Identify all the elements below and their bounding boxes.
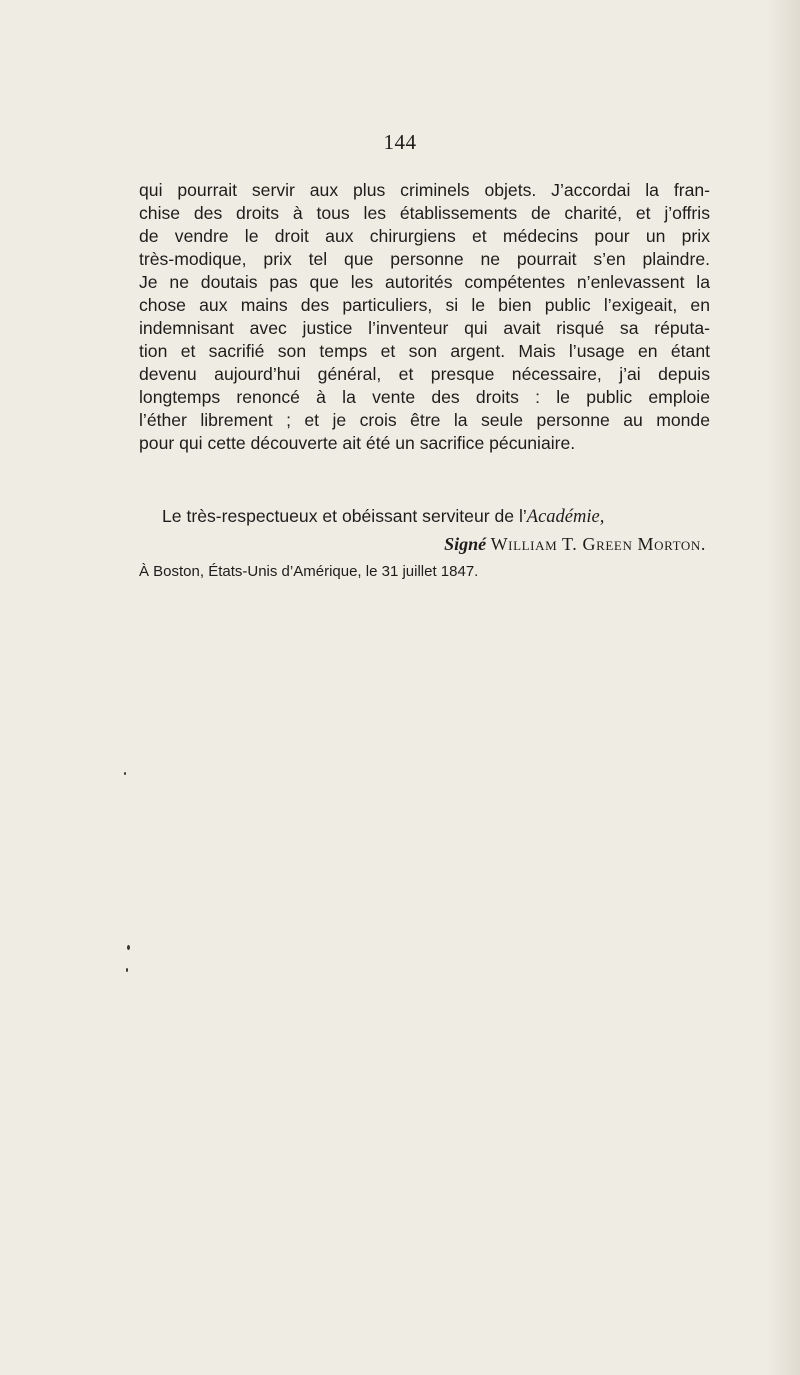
signature <box>444 534 706 555</box>
signature-signe: Signé <box>444 534 487 554</box>
page-edge-shadow <box>766 0 800 1375</box>
body-line-5: Je ne doutais pas que les autorités compétentes n’enlevassent la <box>139 272 710 292</box>
body-line-1: qui pourrait servir aux plus criminels objets. J’accordai la fran- <box>139 180 710 200</box>
body-line-3: de vendre le droit aux chirurgiens et médecins pour un prix <box>139 226 710 246</box>
closing-text: Le très-respectueux et obéissant serviteur de l’ <box>162 506 527 526</box>
body-line-10: longtemps renoncé à la vente des droits : le public emploie <box>139 387 710 407</box>
closing-academie: Académie, <box>526 507 605 527</box>
closing-line <box>162 505 604 529</box>
body-line-9: devenu aujourd’hui général, et presque nécessaire, j’ai depuis <box>139 364 710 384</box>
body-line-8: tion et sacrifié son temps et son argent. Mais l’usage en étant <box>139 341 710 361</box>
body-line-2: chise des droits à tous les établissements de charité, et j’offris <box>139 203 710 223</box>
ink-speck <box>127 945 130 950</box>
ink-speck <box>126 968 128 972</box>
dateline: À Boston, États-Unis d’Amérique, le 31 juillet 1847. <box>139 563 479 580</box>
body-line-7: indemnisant avec justice l’inventeur qui avait risqué sa réputa- <box>139 318 710 338</box>
page-number: 144 <box>383 130 417 154</box>
body-line-11: l’éther librement ; et je crois être la seule personne au monde <box>139 410 710 430</box>
ink-speck <box>124 772 126 775</box>
body-text <box>139 179 710 455</box>
body-line-6: chose aux mains des particuliers, si le bien public l’exigeait, en <box>139 295 710 315</box>
body-line-12: pour qui cette découverte ait été un sacrifice pécuniaire. <box>139 433 576 453</box>
body-line-4: très-modique, prix tel que personne ne pourrait s’en plaindre. <box>139 249 710 269</box>
signature-name: William T. Green Morton. <box>490 534 706 554</box>
